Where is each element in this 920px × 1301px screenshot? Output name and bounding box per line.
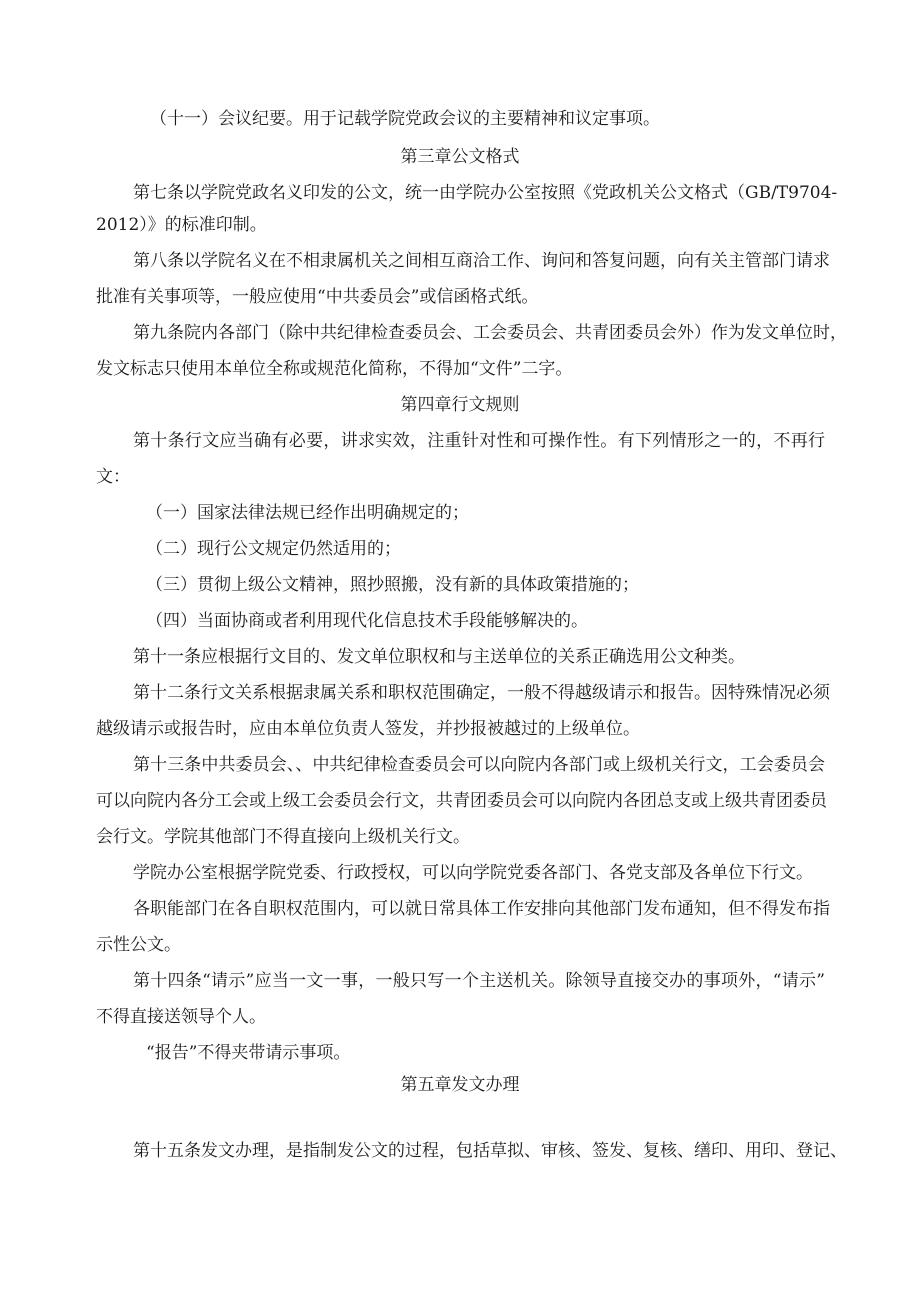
article-9-line-2: 发文标志只使用本单位全称或规范化简称，不得加“文件”二字。 xyxy=(96,359,573,379)
article-8-line-1: 第八条以学院名义在不相隶属机关之间相互商洽工作、询问和答复问题，向有关主管部门请求 xyxy=(133,251,830,271)
office-authorization-paragraph: 学院办公室根据学院党委、行政授权，可以向学院党委各部门、各党支部及各单位下行文。 xyxy=(133,863,813,883)
article-11: 第十一条应根据行文目的、发文单位职权和与主送单位的关系正确选用公文种类。 xyxy=(133,647,745,667)
article-14-line-2: 不得直接送领导个人。 xyxy=(96,1007,266,1027)
article-13-line-2: 可以向院内各分工会或上级工会委员会行文，共青团委员会可以向院内各团总支或上级共青团委员 xyxy=(96,791,827,811)
article-12-line-2: 越级请示或报告时，应由本单位负责人签发，并抄报被越过的上级单位。 xyxy=(96,719,640,739)
article-10-item-3: （三）贯彻上级公文精神，照抄照搬，没有新的具体政策措施的； xyxy=(146,575,639,595)
chapter-4-heading: 第四章行文规则 xyxy=(400,395,520,415)
report-rule: “报告”不得夹带请示事项。 xyxy=(146,1043,351,1063)
article-13-line-1: 第十三条中共委员会、、中共纪律检查委员会可以向院内各部门或上级机关行文，工会委员会 xyxy=(133,755,825,775)
article-13-line-3: 会行文。学院其他部门不得直接向上级机关行文。 xyxy=(96,827,470,847)
article-7-line-2: 2012）》的标准印制。 xyxy=(96,215,267,235)
article-10-line-1: 第十条行文应当确有必要，讲求实效，注重针对性和可操作性。有下列情形之一的，不再行 xyxy=(133,431,825,451)
article-8-line-2: 批准有关事项等，一般应使用“中共委员会”或信函格式纸。 xyxy=(96,287,539,307)
article-12-line-1: 第十二条行文关系根据隶属关系和职权范围确定，一般不得越级请示和报告。因特殊情况必须 xyxy=(133,683,830,703)
article-10-item-4: （四）当面协商或者利用现代化信息技术手段能够解决的。 xyxy=(146,611,588,631)
article-10-item-2: （二）现行公文规定仍然适用的； xyxy=(146,539,401,559)
chapter-3-heading: 第三章公文格式 xyxy=(400,147,520,167)
department-notice-line-1: 各职能部门在各自职权范围内，可以就日常具体工作安排向其他部门发布通知，但不得发布指 xyxy=(133,899,830,919)
article-10-item-1: （一）国家法律法规已经作出明确规定的； xyxy=(146,503,469,523)
article-9-line-1: 第九条院内各部门（除中共纪律检查委员会、工会委员会、共青团委员会外）作为发文单位时， xyxy=(133,323,847,343)
department-notice-line-2: 示性公文。 xyxy=(96,935,181,955)
article-7-line-1: 第七条以学院党政名义印发的公文，统一由学院办公室按照《党政机关公文格式（GB/T9704- xyxy=(133,183,838,203)
article-14-line-1: 第十四条“请示”应当一文一事，一般只写一个主送机关。除领导直接交办的事项外，“请示” xyxy=(133,971,825,991)
chapter-5-heading: 第五章发文办理 xyxy=(400,1075,520,1095)
meeting-minutes-item: （十一）会议纪要。用于记载学院党政会议的主要精神和议定事项。 xyxy=(150,109,660,129)
article-15-line-1: 第十五条发文办理，是指制发公文的过程，包括草拟、审核、签发、复核、缮印、用印、登记、 xyxy=(133,1141,847,1161)
article-10-line-2: 文： xyxy=(96,467,130,487)
